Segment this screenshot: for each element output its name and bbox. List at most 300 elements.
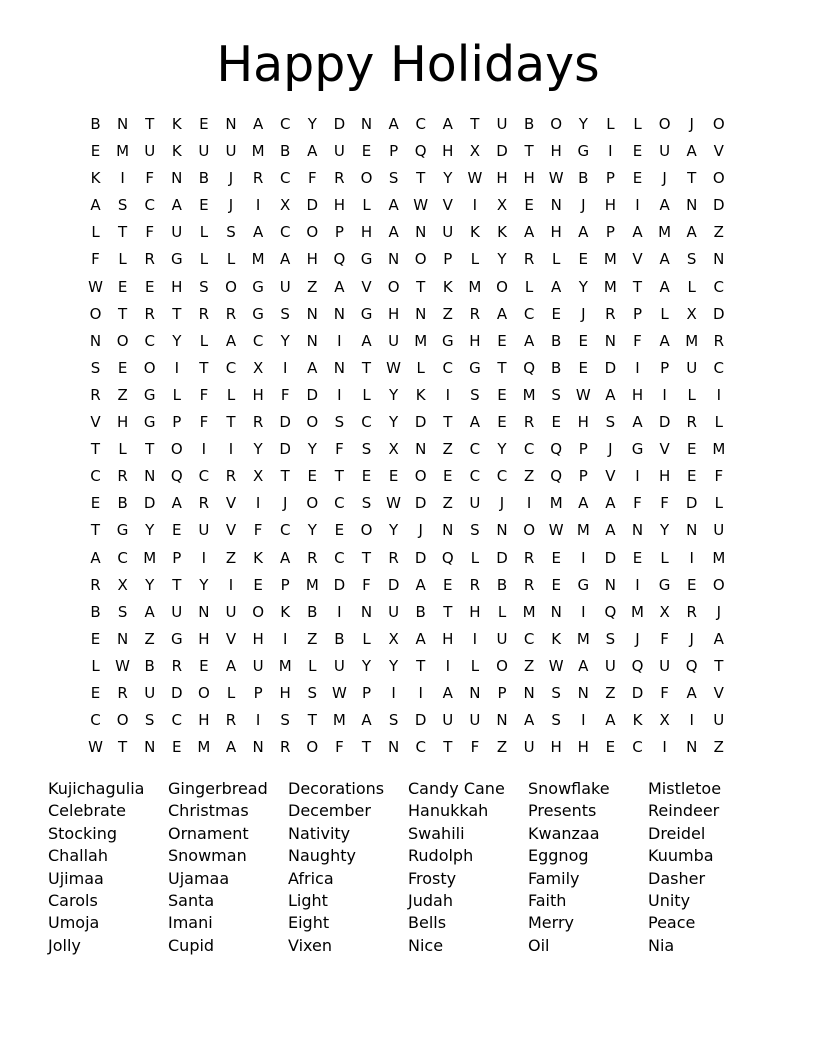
grid-letter: L: [91, 223, 100, 242]
grid-letter: N: [577, 683, 589, 702]
grid-letter: D: [414, 548, 427, 567]
grid-letter: J: [662, 169, 667, 188]
grid-letter: M: [468, 277, 482, 296]
grid-letter: M: [603, 250, 617, 269]
grid-letter: Q: [631, 656, 644, 675]
grid-letter: L: [172, 385, 181, 404]
grid-letter: M: [658, 223, 672, 242]
grid-letter: Z: [523, 467, 535, 486]
grid-letter: N: [198, 602, 210, 621]
grid-letter: Y: [307, 521, 317, 540]
grid-letter: X: [469, 142, 481, 161]
grid-letter: T: [497, 358, 507, 377]
grid-letter: B: [307, 602, 318, 621]
grid-letter: Y: [497, 250, 507, 269]
grid-letter: A: [171, 196, 182, 215]
grid-letter: S: [605, 413, 616, 432]
grid-row: [82, 192, 732, 219]
grid-letter: S: [280, 711, 290, 730]
grid-row: [82, 490, 732, 517]
grid-letter: X: [496, 196, 508, 215]
grid-letter: U: [469, 494, 481, 513]
grid-letter: L: [470, 250, 480, 269]
grid-letter: N: [686, 196, 698, 215]
grid-letter: O: [712, 115, 725, 133]
word-list-item: Ujimaa: [48, 868, 104, 888]
grid-letter: R: [523, 250, 535, 269]
grid-row: [82, 463, 732, 490]
grid-letter: L: [687, 385, 696, 404]
grid-letter: E: [551, 575, 561, 594]
grid-letter: C: [225, 358, 237, 377]
grid-letter: R: [605, 304, 616, 323]
grid-letter: F: [633, 331, 642, 350]
grid-letter: K: [551, 629, 562, 648]
grid-letter: C: [523, 440, 535, 459]
grid-letter: U: [686, 358, 698, 377]
grid-letter: S: [470, 521, 480, 540]
grid-letter: S: [470, 385, 480, 404]
grid-letter: B: [551, 358, 562, 377]
grid-letter: V: [632, 250, 643, 269]
grid-letter: U: [469, 711, 481, 730]
grid-letter: H: [469, 331, 481, 350]
grid-letter: Z: [713, 223, 724, 242]
grid-letter: W: [88, 277, 103, 296]
grid-letter: S: [144, 711, 155, 730]
word-list-item: Swahili: [408, 823, 465, 843]
grid-letter: T: [443, 602, 453, 621]
grid-letter: D: [713, 196, 725, 215]
grid-letter: E: [578, 331, 589, 350]
word-list-item: Naughty: [288, 846, 356, 866]
word-list-item: Snowman: [168, 846, 247, 866]
grid-letter: D: [496, 548, 508, 567]
grid-letter: E: [497, 331, 507, 350]
grid-letter: E: [686, 575, 697, 594]
grid-row: [82, 355, 732, 382]
grid-letter: V: [442, 196, 453, 215]
grid-letter: U: [225, 602, 237, 621]
grid-letter: D: [333, 115, 346, 133]
grid-letter: R: [523, 575, 535, 594]
word-list-item: Peace: [648, 913, 696, 933]
grid-letter: Y: [578, 277, 588, 296]
grid-letter: A: [686, 683, 697, 702]
grid-letter: L: [552, 250, 561, 269]
grid-letter: R: [686, 602, 697, 621]
grid-letter: R: [144, 250, 155, 269]
grid-letter: E: [361, 142, 372, 161]
grid-letter: G: [658, 575, 671, 594]
grid-letter: A: [280, 548, 291, 567]
grid-letter: Y: [199, 575, 209, 594]
grid-letter: B: [551, 331, 562, 350]
grid-letter: A: [442, 115, 453, 133]
grid-letter: T: [118, 738, 128, 757]
grid-letter: L: [118, 440, 127, 459]
grid-letter: A: [225, 656, 237, 675]
grid-letter: U: [442, 711, 454, 730]
grid-letter: I: [472, 629, 478, 648]
grid-letter: O: [116, 711, 129, 730]
grid-letter: F: [633, 494, 642, 513]
grid-letter: I: [662, 385, 667, 404]
grid-letter: I: [526, 494, 532, 513]
grid-letter: C: [523, 629, 535, 648]
grid-row: [82, 626, 732, 653]
grid-letter: Y: [172, 331, 182, 350]
grid-letter: G: [360, 250, 373, 269]
grid-letter: V: [659, 440, 670, 459]
word-list-item: Jolly: [48, 935, 81, 955]
grid-letter: D: [658, 413, 671, 432]
grid-letter: S: [388, 169, 399, 188]
grid-letter: C: [496, 467, 508, 486]
grid-letter: D: [306, 385, 319, 404]
grid-letter: Z: [605, 683, 616, 702]
grid-letter: Z: [117, 385, 128, 404]
grid-letter: O: [712, 169, 725, 188]
grid-letter: I: [174, 358, 180, 377]
grid-letter: O: [496, 656, 508, 675]
grid-letter: B: [280, 142, 291, 161]
grid-letter: D: [333, 575, 346, 594]
grid-letter: O: [414, 250, 427, 269]
grid-letter: M: [631, 602, 644, 621]
grid-letter: Y: [660, 521, 670, 540]
grid-letter: F: [145, 169, 154, 188]
word-list-item: Rudolph: [408, 846, 474, 866]
grid-letter: U: [713, 521, 725, 540]
grid-letter: M: [576, 521, 590, 540]
grid-letter: W: [386, 494, 402, 513]
grid-letter: P: [443, 250, 453, 269]
word-column: [408, 778, 528, 957]
grid-letter: R: [90, 385, 101, 404]
grid-letter: I: [255, 196, 261, 215]
grid-letter: N: [604, 331, 616, 350]
grid-letter: Z: [442, 304, 453, 323]
grid-letter: A: [713, 629, 724, 648]
grid-letter: F: [335, 440, 344, 459]
grid-letter: O: [306, 738, 319, 757]
word-list-item: Umoja: [48, 913, 100, 933]
grid-letter: K: [442, 277, 453, 296]
grid-letter: H: [469, 602, 481, 621]
grid-letter: T: [307, 711, 317, 730]
grid-letter: I: [635, 196, 640, 215]
grid-letter: Y: [389, 521, 399, 540]
grid-letter: T: [361, 358, 372, 377]
grid-letter: V: [225, 494, 237, 513]
grid-letter: L: [362, 629, 371, 648]
grid-letter: L: [199, 250, 209, 269]
grid-letter: I: [120, 169, 125, 188]
grid-letter: N: [360, 602, 373, 621]
grid-letter: T: [470, 115, 480, 133]
grid-letter: C: [90, 711, 101, 730]
word-list-item: Santa: [168, 891, 215, 911]
grid-letter: N: [252, 738, 264, 757]
grid-letter: F: [660, 629, 669, 648]
grid-letter: E: [90, 629, 101, 648]
grid-letter: Y: [497, 440, 507, 459]
word-list-item: Eight: [288, 913, 330, 933]
grid-letter: N: [171, 169, 183, 188]
grid-letter: O: [414, 467, 427, 486]
grid-letter: H: [387, 304, 400, 323]
grid-letter: Y: [443, 169, 453, 188]
grid-letter: U: [659, 142, 671, 161]
word-list-item: Decorations: [288, 779, 385, 798]
grid-letter: P: [389, 142, 399, 161]
grid-letter: R: [388, 548, 399, 567]
grid-letter: I: [201, 548, 207, 567]
grid-letter: T: [172, 304, 182, 323]
grid-letter: O: [306, 494, 319, 513]
grid-letter: W: [331, 683, 347, 702]
grid-letter: G: [441, 331, 454, 350]
grid-letter: A: [632, 413, 643, 432]
grid-letter: R: [469, 304, 481, 323]
grid-letter: D: [387, 575, 400, 594]
grid-letter: I: [445, 656, 451, 675]
grid-letter: L: [226, 250, 236, 269]
grid-letter: B: [90, 115, 101, 133]
word-list-item: Snowflake: [528, 779, 610, 798]
grid-letter: I: [201, 440, 207, 459]
grid-letter: F: [335, 738, 344, 757]
grid-letter: E: [172, 521, 182, 540]
word-list-item: Merry: [528, 913, 574, 933]
grid-letter: A: [361, 331, 372, 350]
grid-letter: S: [117, 196, 128, 215]
grid-letter: X: [659, 711, 670, 730]
grid-letter: A: [415, 629, 426, 648]
grid-letter: P: [334, 223, 344, 242]
grid-row: [82, 653, 732, 680]
grid-letter: M: [251, 142, 265, 161]
grid-letter: A: [523, 223, 535, 242]
grid-letter: N: [686, 521, 698, 540]
grid-letter: J: [282, 494, 288, 513]
grid-letter: E: [497, 385, 507, 404]
grid-letter: U: [144, 683, 156, 702]
word-list-item: Imani: [168, 913, 213, 933]
grid-letter: G: [631, 440, 644, 459]
grid-letter: D: [143, 494, 156, 513]
grid-letter: I: [608, 142, 613, 161]
grid-letter: N: [686, 738, 698, 757]
grid-letter: M: [549, 494, 563, 513]
grid-row: [82, 382, 732, 409]
grid-letter: K: [280, 602, 291, 621]
grid-letter: T: [145, 440, 155, 459]
grid-letter: A: [578, 656, 589, 675]
grid-letter: A: [90, 548, 101, 567]
grid-letter: R: [523, 548, 535, 567]
grid-letter: L: [714, 494, 723, 513]
grid-letter: B: [144, 656, 155, 675]
word-list-item: Faith: [528, 891, 567, 911]
grid-letter: I: [391, 683, 396, 702]
grid-letter: O: [360, 169, 373, 188]
grid-letter: I: [255, 494, 261, 513]
grid-letter: E: [199, 115, 209, 133]
grid-letter: C: [279, 169, 291, 188]
grid-letter: H: [658, 467, 671, 486]
grid-row: [82, 599, 732, 626]
grid-letter: O: [658, 115, 671, 133]
grid-letter: R: [334, 169, 345, 188]
grid-letter: C: [523, 304, 535, 323]
grid-letter: I: [337, 602, 342, 621]
grid-letter: C: [279, 223, 291, 242]
grid-letter: U: [198, 521, 210, 540]
grid-row: [82, 707, 732, 734]
grid-letter: A: [496, 304, 508, 323]
word-list-item: Presents: [528, 801, 597, 821]
grid-row: [82, 409, 732, 436]
grid-letter: H: [550, 223, 562, 242]
grid-row: [82, 328, 732, 355]
grid-letter: H: [306, 250, 318, 269]
word-list-item: Celebrate: [48, 801, 126, 821]
grid-letter: P: [632, 304, 643, 323]
grid-letter: C: [198, 467, 210, 486]
grid-letter: C: [713, 358, 725, 377]
grid-letter: C: [334, 494, 345, 513]
grid-letter: S: [334, 413, 345, 432]
grid-letter: T: [172, 575, 182, 594]
grid-letter: K: [415, 385, 426, 404]
grid-letter: E: [388, 467, 399, 486]
grid-letter: B: [334, 629, 345, 648]
grid-letter: P: [605, 223, 615, 242]
grid-letter: U: [279, 277, 291, 296]
grid-letter: C: [279, 115, 291, 133]
grid-letter: L: [606, 115, 615, 133]
grid-letter: H: [523, 169, 535, 188]
grid-letter: Y: [389, 656, 399, 675]
grid-letter: T: [118, 223, 128, 242]
grid-letter: C: [361, 413, 372, 432]
grid-letter: E: [253, 575, 263, 594]
grid-letter: S: [551, 711, 561, 730]
grid-letter: I: [581, 548, 586, 567]
grid-letter: K: [171, 115, 182, 133]
grid-letter: Z: [713, 738, 724, 757]
grid-letter: U: [659, 656, 671, 675]
grid-letter: E: [578, 250, 589, 269]
grid-letter: J: [581, 196, 586, 215]
grid-letter: M: [143, 548, 157, 567]
grid-letter: W: [548, 656, 564, 675]
grid-letter: I: [282, 629, 288, 648]
grid-letter: D: [414, 494, 427, 513]
grid-row: [82, 246, 732, 273]
grid-letter: A: [225, 331, 237, 350]
grid-letter: S: [90, 358, 101, 377]
grid-letter: N: [116, 115, 129, 133]
word-column: [648, 778, 768, 957]
grid-letter: O: [170, 440, 183, 459]
grid-letter: A: [523, 331, 535, 350]
grid-letter: K: [253, 548, 264, 567]
grid-letter: N: [469, 683, 481, 702]
grid-letter: T: [632, 277, 643, 296]
grid-letter: I: [337, 385, 342, 404]
grid-row: [82, 436, 732, 463]
grid-letter: L: [524, 277, 534, 296]
grid-letter: E: [578, 358, 589, 377]
grid-letter: M: [332, 711, 346, 730]
word-column: [528, 778, 648, 957]
grid-letter: L: [687, 277, 696, 296]
page-title: Happy Holidays: [216, 36, 600, 93]
grid-letter: L: [118, 250, 127, 269]
grid-letter: E: [361, 467, 372, 486]
grid-letter: Y: [307, 440, 317, 459]
word-list-item: Ujamaa: [168, 868, 230, 888]
grid-letter: Y: [389, 385, 399, 404]
grid-letter: A: [578, 494, 589, 513]
grid-letter: P: [280, 575, 290, 594]
grid-letter: N: [387, 250, 400, 269]
grid-letter: W: [88, 738, 103, 757]
grid-letter: T: [90, 521, 101, 540]
grid-letter: U: [252, 656, 264, 675]
grid-letter: E: [334, 521, 345, 540]
grid-letter: J: [635, 629, 640, 648]
grid-letter: R: [225, 304, 237, 323]
grid-letter: S: [388, 711, 399, 730]
grid-letter: I: [581, 602, 586, 621]
grid-letter: D: [171, 683, 183, 702]
grid-letter: B: [415, 602, 426, 621]
grid-letter: Q: [550, 440, 563, 459]
grid-letter: T: [416, 277, 426, 296]
grid-letter: T: [443, 738, 453, 757]
grid-letter: A: [469, 413, 481, 432]
grid-letter: A: [361, 711, 372, 730]
grid-letter: C: [415, 115, 426, 133]
grid-letter: S: [551, 385, 561, 404]
grid-letter: J: [499, 494, 505, 513]
grid-letter: N: [415, 223, 427, 242]
grid-letter: E: [90, 494, 101, 513]
grid-letter: H: [333, 196, 346, 215]
grid-letter: K: [171, 142, 182, 161]
grid-letter: N: [144, 467, 156, 486]
grid-letter: A: [171, 494, 182, 513]
grid-letter: X: [388, 440, 399, 459]
grid-letter: S: [551, 683, 561, 702]
grid-letter: F: [145, 223, 154, 242]
grid-letter: A: [415, 575, 426, 594]
grid-letter: A: [632, 223, 643, 242]
grid-letter: U: [333, 656, 345, 675]
grid-letter: I: [689, 548, 694, 567]
grid-letter: A: [605, 711, 616, 730]
grid-letter: C: [334, 548, 345, 567]
grid-letter: Z: [307, 629, 318, 648]
grid-letter: U: [198, 142, 210, 161]
grid-letter: A: [90, 196, 101, 215]
grid-letter: G: [252, 304, 264, 323]
grid-letter: S: [307, 683, 318, 702]
